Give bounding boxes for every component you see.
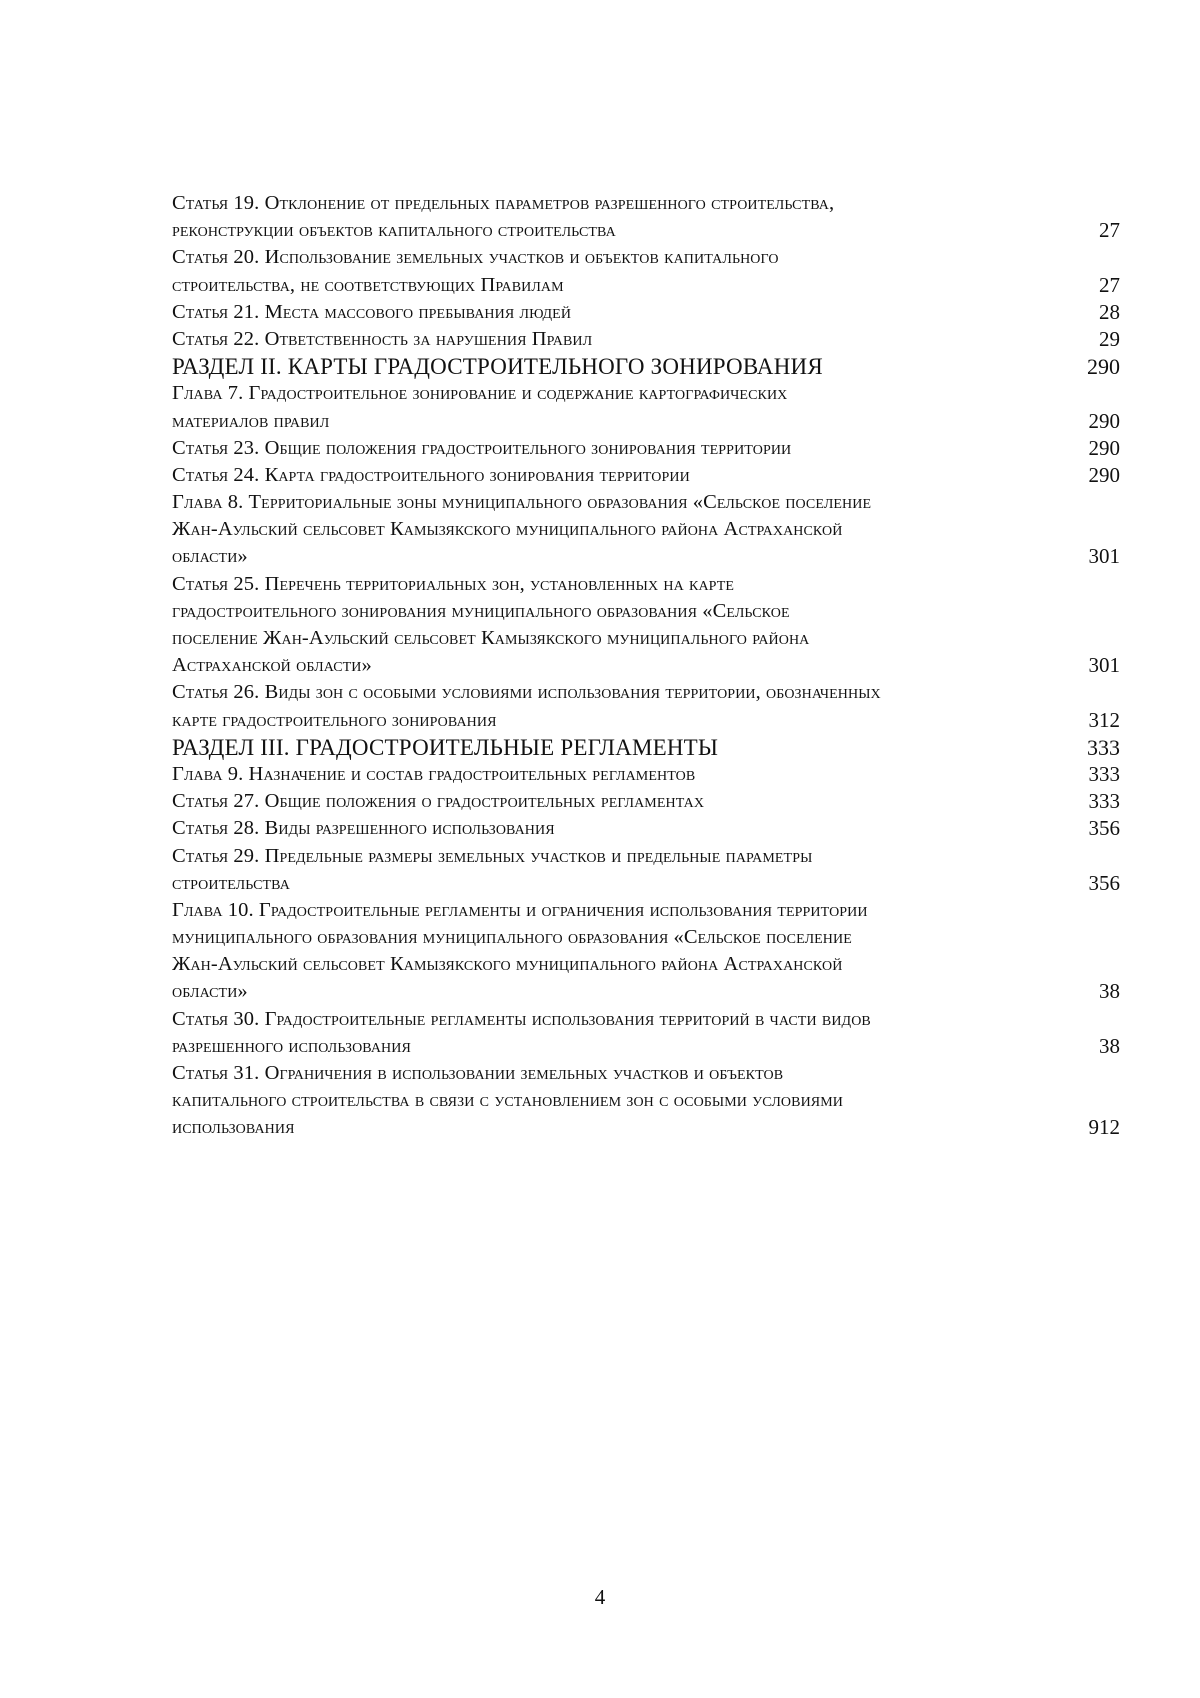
toc-entry-page: 356 xyxy=(1088,870,1120,895)
toc-entry-line: строительства xyxy=(172,871,290,894)
toc-entry-page: 38 xyxy=(1099,979,1120,1004)
toc-entry[interactable] xyxy=(172,489,1120,571)
toc-entry-title xyxy=(172,1060,1080,1142)
toc-entry[interactable] xyxy=(172,843,1120,897)
toc-entry-line: Статья 20. Использование земельных участков и объектов капитального xyxy=(172,246,779,269)
toc-entry-line: муниципального образования муниципального образования «Сельское поселение xyxy=(172,926,852,949)
toc-entry-title xyxy=(172,299,1080,326)
toc-entry-title xyxy=(172,326,1080,353)
toc-entry-page: 290 xyxy=(1088,408,1120,433)
toc-entry-title xyxy=(172,734,1080,761)
toc-entry[interactable] xyxy=(172,435,1120,462)
toc-entry[interactable] xyxy=(172,788,1120,815)
toc-entry-line: Статья 29. Предельные размеры земельных участков и предельные параметры xyxy=(172,844,813,867)
toc-entry-line: Статья 21. Места массового пребывания людей xyxy=(172,300,572,323)
toc-entry-line: Глава 7. Градостроительное зонирование и содержание картографических xyxy=(172,382,788,405)
toc-entry[interactable] xyxy=(172,190,1120,244)
toc-entry[interactable] xyxy=(172,244,1120,298)
toc-entry-line: реконструкции объектов капитального строительства xyxy=(172,219,616,242)
toc-entry-line: Статья 22. Ответственность за нарушения Правил xyxy=(172,327,593,350)
toc-entry-page: 38 xyxy=(1099,1033,1120,1058)
toc-entry-page: 333 xyxy=(1088,761,1120,786)
toc-entry[interactable] xyxy=(172,299,1120,326)
toc-entry-line: Статья 24. Карта градостроительного зонирования территории xyxy=(172,463,690,486)
toc-section-heading[interactable] xyxy=(172,353,1120,380)
toc-entry[interactable] xyxy=(172,1006,1120,1060)
toc-entry-page: 912 xyxy=(1088,1115,1120,1140)
toc-entry-line: капитального строительства в связи с установлением зон с особыми условиями xyxy=(172,1089,843,1112)
toc-entry-line: Статья 26. Виды зон с особыми условиями использования территории, обозначенных xyxy=(172,681,881,704)
toc-entry-line: Статья 27. Общие положения о градостроительных регламентах xyxy=(172,790,705,813)
toc-entry-page: 29 xyxy=(1099,326,1120,351)
toc-entry-line: материалов правил xyxy=(172,409,330,432)
toc-entry[interactable] xyxy=(172,897,1120,1006)
toc-entry-title xyxy=(172,679,1080,733)
toc-entry-page: 290 xyxy=(1088,435,1120,460)
toc-entry-page: 27 xyxy=(1099,218,1120,243)
toc-entry-line: Статья 31. Ограничения в использовании земельных участков и объектов xyxy=(172,1062,784,1084)
toc-entry[interactable] xyxy=(172,380,1120,434)
toc-entry-line: Глава 8. Территориальные зоны муниципального образования «Сельское поселение xyxy=(172,491,872,514)
toc-entry-line: поселение Жан-Аульский сельсовет Камызякского муниципального района xyxy=(172,627,810,649)
toc-entry-line: строительства, не соответствующих Правилам xyxy=(172,273,564,296)
toc-entry-page: 301 xyxy=(1088,653,1120,678)
toc-entry-line: Жан-Аульский сельсовет Камызякского муниципального района Астраханской xyxy=(172,953,843,976)
toc-entry-line: Жан-Аульский сельсовет Камызякского муниципального района Астраханской xyxy=(172,518,843,541)
toc-entry-page: 301 xyxy=(1088,544,1120,569)
toc-entry-page: 312 xyxy=(1088,707,1120,732)
toc-entry-line: градостроительного зонирования муниципального образования «Сельское xyxy=(172,599,790,622)
toc-entry-line: Статья 30. Градостроительные регламенты использования территорий в части видов xyxy=(172,1007,871,1030)
page-number: 4 xyxy=(594,1585,606,1609)
toc-entry-page: 333 xyxy=(1088,789,1120,814)
toc-entry-line: Статья 28. Виды разрешенного использования xyxy=(172,817,555,840)
toc-entry[interactable] xyxy=(172,326,1120,353)
toc-entry-page: 333 xyxy=(1087,734,1120,760)
toc-entry[interactable] xyxy=(172,1060,1120,1142)
toc-entry-line: разрешенного использования xyxy=(172,1034,411,1057)
toc-entry-title xyxy=(172,353,1080,380)
toc-entry-title xyxy=(172,244,1080,298)
toc-entry-title xyxy=(172,380,1080,434)
toc-entry-line: Астраханской области» xyxy=(172,654,372,677)
toc-entry-page: 356 xyxy=(1088,816,1120,841)
toc-entry[interactable] xyxy=(172,462,1120,489)
toc-section-heading[interactable] xyxy=(172,734,1120,761)
toc-entry-page: 28 xyxy=(1099,299,1120,324)
toc-entry[interactable] xyxy=(172,815,1120,842)
toc-entry-page: 290 xyxy=(1088,462,1120,487)
toc-entry-title xyxy=(172,571,1080,680)
toc-entry-title xyxy=(172,761,1080,788)
toc-entry-line: области» xyxy=(172,545,248,568)
toc-entry[interactable] xyxy=(172,571,1120,680)
toc-entry-line: Статья 25. Перечень территориальных зон, установленных на карте xyxy=(172,572,735,595)
toc-entry-title xyxy=(172,462,1080,489)
toc-entry[interactable] xyxy=(172,679,1120,733)
table-of-contents xyxy=(172,190,1120,1142)
toc-entry-page: 27 xyxy=(1099,272,1120,297)
toc-entry-title xyxy=(172,843,1080,897)
toc-entry-page: 290 xyxy=(1087,354,1120,380)
toc-entry[interactable] xyxy=(172,761,1120,788)
toc-entry-line: Статья 23. Общие положения градостроительного зонирования территории xyxy=(172,436,792,459)
toc-entry-line: Статья 19. Отклонение от предельных параметров разрешенного строительства, xyxy=(172,192,835,214)
toc-entry-line: РАЗДЕЛ II. КАРТЫ ГРАДОСТРОИТЕЛЬНОГО ЗОНИРОВАНИЯ xyxy=(172,354,823,380)
toc-entry-title xyxy=(172,815,1080,842)
toc-entry-title xyxy=(172,788,1080,815)
toc-entry-title xyxy=(172,897,1080,1006)
toc-entry-line: Глава 9. Назначение и состав градостроительных регламентов xyxy=(172,762,696,785)
toc-entry-title xyxy=(172,435,1080,462)
toc-entry-title xyxy=(172,489,1080,571)
toc-entry-line: РАЗДЕЛ III. ГРАДОСТРОИТЕЛЬНЫЕ РЕГЛАМЕНТЫ xyxy=(172,734,719,760)
toc-entry-line: карте градостроительного зонирования xyxy=(172,708,497,731)
toc-entry-line: области» xyxy=(172,980,248,1003)
toc-entry-title xyxy=(172,1006,1080,1060)
toc-entry-title xyxy=(172,190,1080,244)
toc-entry-line: использования xyxy=(172,1116,295,1139)
toc-entry-line: Глава 10. Градостроительные регламенты и ограничения использования территории xyxy=(172,898,868,921)
